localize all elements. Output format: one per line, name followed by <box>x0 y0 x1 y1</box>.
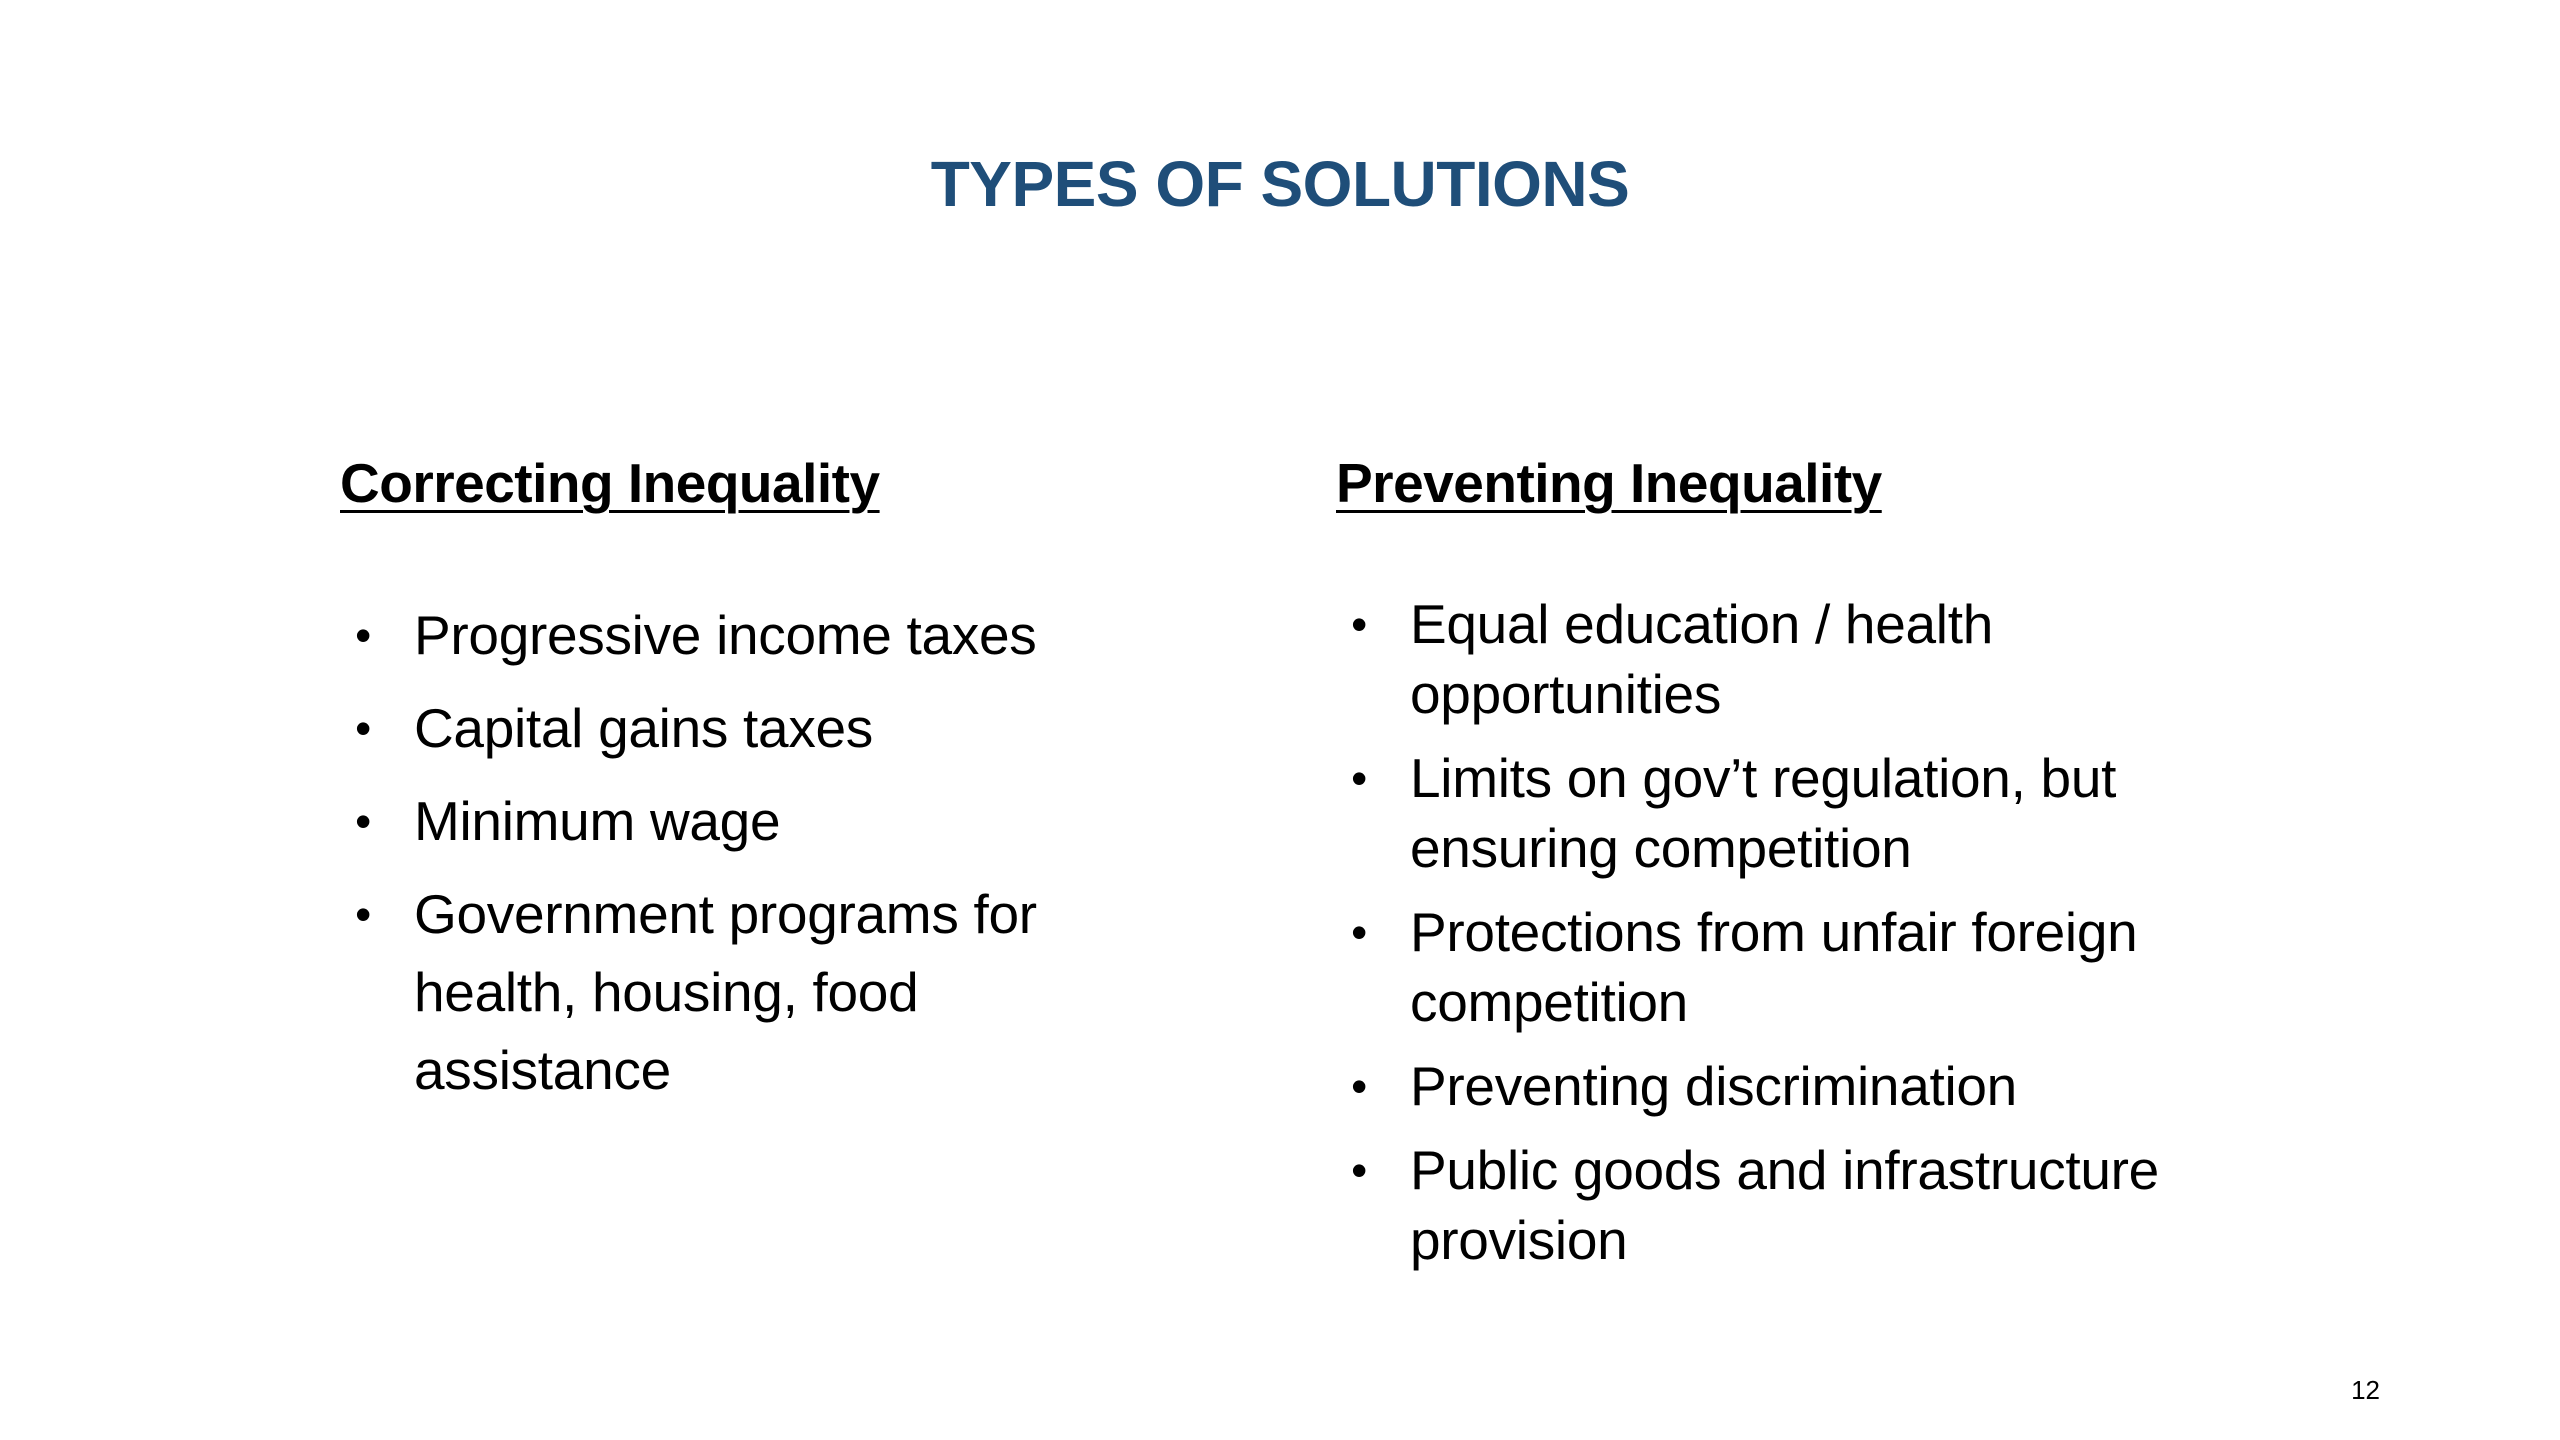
bullet-icon: • <box>1351 1060 1367 1112</box>
list-item-text: Capital gains taxes <box>414 697 874 759</box>
right-column-heading: Preventing Inequality <box>1336 452 1882 514</box>
list-item <box>340 689 1160 767</box>
list-item-text: Limits on gov’t regulation, but ensuring competition <box>1410 747 2117 879</box>
list-item <box>1336 743 2296 883</box>
bullet-icon: • <box>1351 598 1367 650</box>
left-column <box>340 448 1160 1124</box>
list-item <box>1336 897 2296 1037</box>
list-item-text: Protections from unfair foreign competition <box>1410 901 2138 1033</box>
list-item <box>340 782 1160 860</box>
list-item-text: Equal education / health opportunities <box>1410 593 1993 725</box>
right-column <box>1336 448 2296 1289</box>
left-bullet-list <box>340 596 1160 1109</box>
slide-title: TYPES OF SOLUTIONS <box>930 148 1630 220</box>
list-item-text: Progressive income taxes <box>414 604 1037 666</box>
list-item <box>1336 589 2296 729</box>
bullet-icon: • <box>1351 906 1367 958</box>
list-item <box>340 596 1160 674</box>
right-bullet-list <box>1336 589 2296 1275</box>
bullet-icon: • <box>355 795 371 847</box>
bullet-icon: • <box>1351 1144 1367 1196</box>
list-item-text: Minimum wage <box>414 790 781 852</box>
bullet-icon: • <box>1351 752 1367 804</box>
list-item <box>1336 1051 2296 1121</box>
list-item <box>340 875 1160 1109</box>
bullet-icon: • <box>355 702 371 754</box>
bullet-icon: • <box>355 609 371 661</box>
list-item-text: Preventing discrimination <box>1410 1055 2017 1117</box>
list-item <box>1336 1135 2296 1275</box>
list-item-text: Public goods and infrastructure provision <box>1410 1139 2159 1271</box>
left-column-heading: Correcting Inequality <box>340 452 880 514</box>
list-item-text: Government programs for health, housing, food assistance <box>414 883 1037 1101</box>
page-number: 12 <box>2351 1375 2380 1405</box>
bullet-icon: • <box>355 888 371 940</box>
